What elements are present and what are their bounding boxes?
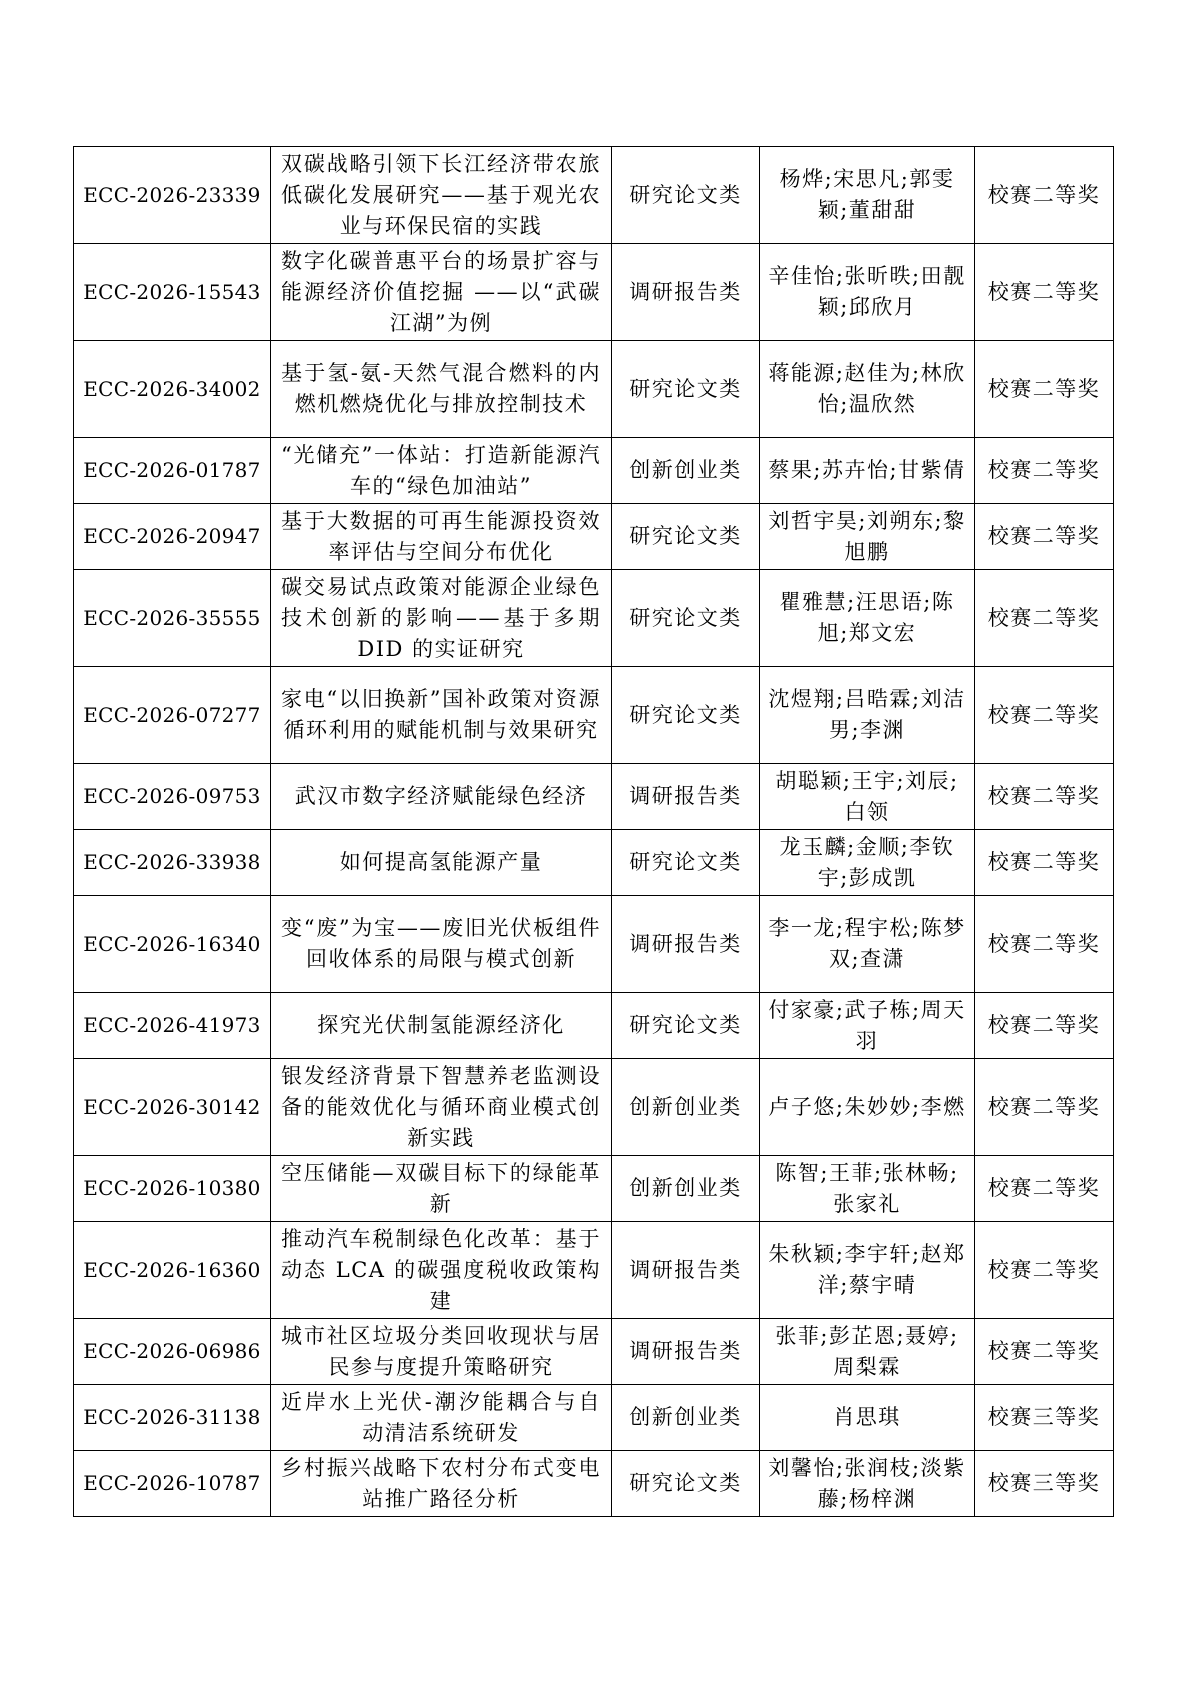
project-id-cell: ECC-2026-34002 xyxy=(74,341,271,438)
award-cell: 校赛二等奖 xyxy=(975,147,1114,244)
table-row xyxy=(74,341,1114,438)
table-row xyxy=(74,244,1114,341)
category-cell: 创新创业类 xyxy=(612,1059,760,1156)
project-id-cell: ECC-2026-33938 xyxy=(74,830,271,896)
award-cell: 校赛二等奖 xyxy=(975,341,1114,438)
project-title-cell: 武汉市数字经济赋能绿色经济 xyxy=(271,764,612,830)
category-cell: 研究论文类 xyxy=(612,830,760,896)
members-cell: 龙玉麟;金顺;李钦宇;彭成凯 xyxy=(760,830,975,896)
award-cell: 校赛二等奖 xyxy=(975,1319,1114,1385)
award-cell: 校赛二等奖 xyxy=(975,896,1114,993)
project-id-cell: ECC-2026-06986 xyxy=(74,1319,271,1385)
table-row xyxy=(74,1451,1114,1517)
table-row xyxy=(74,438,1114,504)
members-cell: 辛佳怡;张昕昳;田靓颖;邱欣月 xyxy=(760,244,975,341)
category-cell: 创新创业类 xyxy=(612,438,760,504)
category-cell: 调研报告类 xyxy=(612,1319,760,1385)
award-table xyxy=(73,146,1114,1517)
award-cell: 校赛二等奖 xyxy=(975,1156,1114,1222)
award-cell: 校赛三等奖 xyxy=(975,1451,1114,1517)
project-title-cell: 城市社区垃圾分类回收现状与居民参与度提升策略研究 xyxy=(271,1319,612,1385)
table-row xyxy=(74,147,1114,244)
project-title-cell: 银发经济背景下智慧养老监测设备的能效优化与循环商业模式创新实践 xyxy=(271,1059,612,1156)
table-row xyxy=(74,1385,1114,1451)
table-body xyxy=(74,147,1114,1517)
table-row xyxy=(74,830,1114,896)
project-id-cell: ECC-2026-20947 xyxy=(74,504,271,570)
project-id-cell: ECC-2026-41973 xyxy=(74,993,271,1059)
project-title-cell: 乡村振兴战略下农村分布式变电站推广路径分析 xyxy=(271,1451,612,1517)
members-cell: 付家豪;武子栋;周天羽 xyxy=(760,993,975,1059)
award-cell: 校赛二等奖 xyxy=(975,1059,1114,1156)
award-cell: 校赛二等奖 xyxy=(975,1222,1114,1319)
category-cell: 研究论文类 xyxy=(612,341,760,438)
award-cell: 校赛三等奖 xyxy=(975,1385,1114,1451)
project-title-cell: “光储充”一体站：打造新能源汽车的“绿色加油站” xyxy=(271,438,612,504)
project-id-cell: ECC-2026-35555 xyxy=(74,570,271,667)
members-cell: 张菲;彭芷恩;聂婷;周梨霖 xyxy=(760,1319,975,1385)
members-cell: 陈智;王菲;张林畅;张家礼 xyxy=(760,1156,975,1222)
members-cell: 朱秋颖;李宇轩;赵郑洋;蔡宇晴 xyxy=(760,1222,975,1319)
members-cell: 蒋能源;赵佳为;林欣怡;温欣然 xyxy=(760,341,975,438)
members-cell: 卢子悠;朱妙妙;李燃 xyxy=(760,1059,975,1156)
table-row xyxy=(74,1156,1114,1222)
project-id-cell: ECC-2026-09753 xyxy=(74,764,271,830)
project-title-cell: 数字化碳普惠平台的场景扩容与能源经济价值挖掘 ——以“武碳江湖”为例 xyxy=(271,244,612,341)
award-cell: 校赛二等奖 xyxy=(975,438,1114,504)
table-row xyxy=(74,896,1114,993)
project-id-cell: ECC-2026-15543 xyxy=(74,244,271,341)
category-cell: 研究论文类 xyxy=(612,1451,760,1517)
category-cell: 研究论文类 xyxy=(612,667,760,764)
project-title-cell: 碳交易试点政策对能源企业绿色技术创新的影响——基于多期 DID 的实证研究 xyxy=(271,570,612,667)
category-cell: 调研报告类 xyxy=(612,896,760,993)
members-cell: 沈煜翔;吕晧霖;刘洁男;李渊 xyxy=(760,667,975,764)
members-cell: 刘哲宇昊;刘朔东;黎旭鹏 xyxy=(760,504,975,570)
award-cell: 校赛二等奖 xyxy=(975,764,1114,830)
award-cell: 校赛二等奖 xyxy=(975,504,1114,570)
category-cell: 创新创业类 xyxy=(612,1156,760,1222)
award-cell: 校赛二等奖 xyxy=(975,830,1114,896)
project-title-cell: 近岸水上光伏-潮汐能耦合与自动清洁系统研发 xyxy=(271,1385,612,1451)
category-cell: 研究论文类 xyxy=(612,147,760,244)
category-cell: 研究论文类 xyxy=(612,570,760,667)
category-cell: 调研报告类 xyxy=(612,764,760,830)
category-cell: 调研报告类 xyxy=(612,244,760,341)
project-id-cell: ECC-2026-10787 xyxy=(74,1451,271,1517)
project-title-cell: 基于氢-氨-天然气混合燃料的内燃机燃烧优化与排放控制技术 xyxy=(271,341,612,438)
category-cell: 研究论文类 xyxy=(612,993,760,1059)
project-title-cell: 如何提高氢能源产量 xyxy=(271,830,612,896)
project-id-cell: ECC-2026-10380 xyxy=(74,1156,271,1222)
members-cell: 李一龙;程宇松;陈梦双;查潇 xyxy=(760,896,975,993)
project-id-cell: ECC-2026-01787 xyxy=(74,438,271,504)
members-cell: 肖思琪 xyxy=(760,1385,975,1451)
project-title-cell: 探究光伏制氢能源经济化 xyxy=(271,993,612,1059)
table-row xyxy=(74,764,1114,830)
award-cell: 校赛二等奖 xyxy=(975,993,1114,1059)
project-title-cell: 空压储能—双碳目标下的绿能革新 xyxy=(271,1156,612,1222)
project-title-cell: 变“废”为宝——废旧光伏板组件回收体系的局限与模式创新 xyxy=(271,896,612,993)
table-row xyxy=(74,1222,1114,1319)
table-row xyxy=(74,667,1114,764)
table-row xyxy=(74,504,1114,570)
members-cell: 胡聪颖;王宇;刘辰;白领 xyxy=(760,764,975,830)
award-cell: 校赛二等奖 xyxy=(975,570,1114,667)
project-title-cell: 基于大数据的可再生能源投资效率评估与空间分布优化 xyxy=(271,504,612,570)
project-title-cell: 家电“以旧换新”国补政策对资源循环利用的赋能机制与效果研究 xyxy=(271,667,612,764)
award-cell: 校赛二等奖 xyxy=(975,667,1114,764)
project-id-cell: ECC-2026-23339 xyxy=(74,147,271,244)
members-cell: 瞿雅慧;汪思语;陈旭;郑文宏 xyxy=(760,570,975,667)
table-row xyxy=(74,570,1114,667)
project-id-cell: ECC-2026-30142 xyxy=(74,1059,271,1156)
category-cell: 创新创业类 xyxy=(612,1385,760,1451)
category-cell: 研究论文类 xyxy=(612,504,760,570)
project-id-cell: ECC-2026-07277 xyxy=(74,667,271,764)
project-id-cell: ECC-2026-16340 xyxy=(74,896,271,993)
members-cell: 刘馨怡;张润枝;淡紫藤;杨梓渊 xyxy=(760,1451,975,1517)
members-cell: 蔡果;苏卉怡;甘紫倩 xyxy=(760,438,975,504)
project-id-cell: ECC-2026-31138 xyxy=(74,1385,271,1451)
project-title-cell: 推动汽车税制绿色化改革：基于动态 LCA 的碳强度税收政策构建 xyxy=(271,1222,612,1319)
project-title-cell: 双碳战略引领下长江经济带农旅低碳化发展研究——基于观光农业与环保民宿的实践 xyxy=(271,147,612,244)
category-cell: 调研报告类 xyxy=(612,1222,760,1319)
award-cell: 校赛二等奖 xyxy=(975,244,1114,341)
table-row xyxy=(74,1319,1114,1385)
project-id-cell: ECC-2026-16360 xyxy=(74,1222,271,1319)
table-row xyxy=(74,993,1114,1059)
table-row xyxy=(74,1059,1114,1156)
members-cell: 杨烨;宋思凡;郭雯颖;董甜甜 xyxy=(760,147,975,244)
